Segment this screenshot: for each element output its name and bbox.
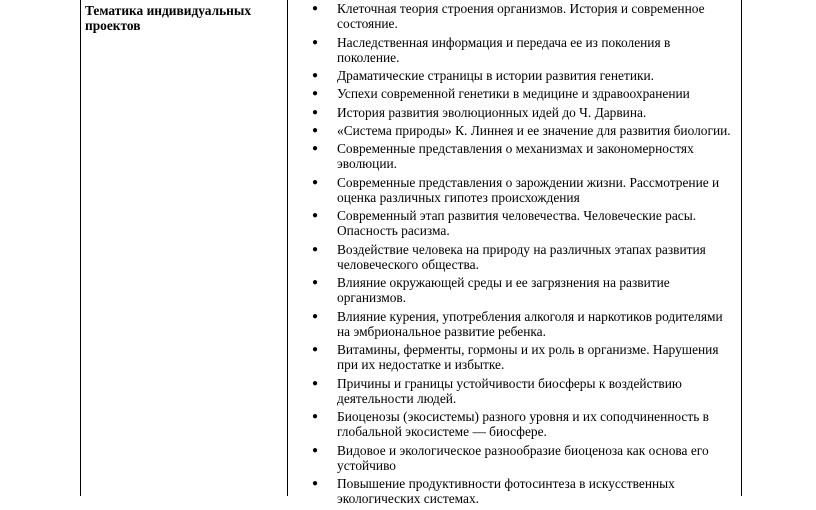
bullet-icon: ●	[312, 70, 319, 81]
topic-text: Биоценозы (экосистемы) разного уровня и их соподчиненность в глобальной экосистеме — биосфере.	[337, 409, 710, 440]
bullet-icon: ●	[312, 478, 319, 490]
bullet-icon: ●	[312, 310, 319, 322]
bullet-icon: ●	[312, 411, 319, 423]
bullet-icon: ●	[312, 277, 319, 289]
topic-text: Наследственная информация и передача ее из поколения в поколение.	[337, 34, 671, 65]
topic-text: Влияние окружающей среды и ее загрязнения на развитие организмов.	[337, 275, 670, 306]
list-item	[310, 175, 735, 205]
list-item	[310, 476, 735, 506]
bullet-icon: ●	[312, 176, 319, 188]
list-item	[310, 141, 735, 171]
list-item	[310, 376, 735, 406]
topic-text: Витамины, ферменты, гормоны и их роль в организме. Нарушения при их недостатке и избытке.	[337, 342, 719, 373]
list-item	[310, 275, 735, 305]
bullet-icon: ●	[312, 243, 319, 255]
list-item	[310, 342, 735, 372]
list-item	[310, 443, 735, 473]
list-item	[310, 68, 735, 83]
topic-text: Воздействие человека на природу на различных этапах развития человеческого общества.	[337, 241, 706, 272]
row-heading: Тематика индивидуальных проектов	[85, 3, 252, 33]
table-divider-right	[741, 0, 742, 496]
topic-text: Драматические страницы в истории развития генетики.	[337, 68, 655, 83]
list-item	[310, 242, 735, 272]
list-item	[310, 309, 735, 339]
topic-text: Современные представления о механизмах и закономерностях эволюции.	[337, 141, 694, 172]
bullet-icon: ●	[312, 143, 319, 155]
topic-text: Современный этап развития человечества. Человеческие расы. Опасность расизма.	[337, 208, 697, 239]
topic-text: Видовое и экологическое разнообразие биоценоза как основа его устойчиво	[337, 442, 709, 473]
bullet-icon: ●	[312, 88, 319, 100]
table-border-left	[80, 0, 81, 496]
bullet-icon: ●	[312, 444, 319, 456]
topic-text: История развития эволюционных идей до Ч. Дарвина.	[337, 104, 647, 120]
topic-list	[310, 1, 735, 510]
bullet-icon: ●	[312, 36, 319, 48]
list-item	[310, 208, 735, 238]
topic-text: Успехи современной генетики в медицине и здравоохранении	[337, 86, 690, 102]
bullet-icon: ●	[312, 106, 319, 118]
topic-text: Клеточная теория строения организмов. История и современное состояние.	[337, 1, 705, 32]
list-item	[310, 105, 735, 120]
table-divider	[287, 0, 288, 496]
list-item	[310, 409, 735, 439]
list-item	[310, 123, 735, 138]
topic-text: Повышение продуктивности фотосинтеза в искусственных экологических системах.	[337, 476, 675, 507]
bullet-icon: ●	[312, 210, 319, 222]
topic-text: Влияние курения, употребления алкоголя и наркотиков родителями на эмбриональное развитие ребенка.	[337, 308, 723, 339]
list-item	[310, 86, 735, 101]
bullet-icon: ●	[312, 3, 319, 14]
bullet-icon: ●	[312, 344, 319, 356]
bullet-icon: ●	[312, 377, 319, 389]
bullet-icon: ●	[312, 124, 319, 136]
topic-text: Причины и границы устойчивости биосферы к воздействию деятельности людей.	[337, 375, 682, 406]
topic-text: Современные представления о зарождении жизни. Рассмотрение и оценка различных гипотез происхождения	[337, 174, 720, 205]
list-item	[310, 1, 735, 31]
topic-text: «Система природы» К. Линнея и ее значение для развития биологии.	[337, 122, 731, 138]
list-item	[310, 35, 735, 65]
